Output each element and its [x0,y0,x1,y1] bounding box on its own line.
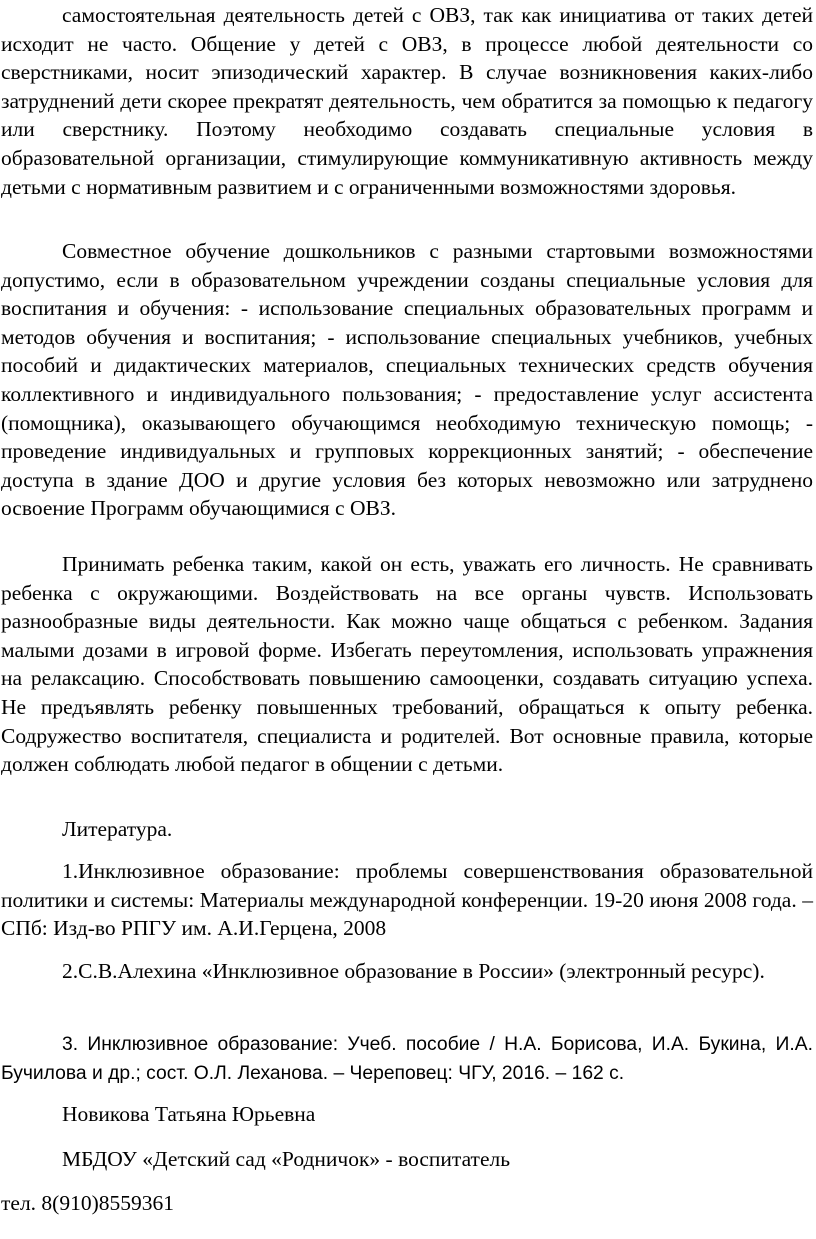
author-position: МБДОУ «Детский сад «Родничок» - воспитатель [62,1147,511,1171]
paragraph-rules: Принимать ребенка таким, какой он есть, уважать его личность. Не сравнивать ребенка с окружающими. Воздействовать на все органы чувств. Использовать разнообразные виды деятельности. Как можно чаще общаться с ребенком. Задания малыми дозами в игровой форме. Избегать переутомления, использовать упражнения на релаксацию. Способствовать повышению самооценки, создавать ситуацию успеха. Не предъявлять ребенку повышенных требований, обращаться к опыту ребенка. Содружество воспитателя, специалиста и родителей. Вот основные правила, которые должен соблюдать любой педагог в общении с детьми. [1,552,813,777]
paragraph-ovz-communication: самостоятельная деятельность детей с ОВЗ, так как инициатива от таких детей исходит не часто. Общение у детей с ОВЗ, в процессе любой деятельности со сверстниками, носит эпизодический характер. В случае возникновения каких-либо затруднений дети скорее прекратят деятельность, чем обратится за помощью к педагогу или сверстнику. Поэтому необходимо создавать специальные условия в образовательной организации, стимулирующие коммуникативную активность между детьми с нормативным развитием и с ограниченными возможностями здоровья. [1,3,813,199]
author-name: Новикова Татьяна Юрьевна [62,1102,316,1126]
reference-item-2: 2.С.В.Алехина «Инклюзивное образование в России» (электронный ресурс). [62,959,765,983]
author-phone: тел. 8(910)8559361 [1,1191,174,1215]
reference-item-3: 3. Инклюзивное образование: Учеб. пособие / Н.А. Борисова, И.А. Букина, И.А. Бучилова и др.; сост. О.Л. Леханова. – Череповец: ЧГУ, 2016. – 162 с. [1,1034,813,1084]
paragraph-joint-education: Совместное обучение дошкольников с разными стартовыми возможностями допустимо, если в образовательном учреждении созданы специальные условия для воспитания и обучения: - использование специальных образовательных программ и методов обучения и воспитания; - использование специальных учебников, учебных пособий и дидактических материалов, специальных технических средств обучения коллективного и индивидуального пользования; - предоставление услуг ассистента (помощника), оказывающего обучающимся необходимую техническую помощь; - проведение индивидуальных и групповых коррекционных занятий; - обеспечение доступа в здание ДОО и другие условия без которых невозможно или затруднено освоение Программ обучающимися с ОВЗ. [1,239,813,521]
references-heading: Литература. [62,817,173,841]
reference-item-1: 1.Инклюзивное образование: проблемы совершенствования образовательной политики и системы: Материалы международной конференции. 19-20 июня 2008 года. – СПб: Изд-во РПГУ им. А.И.Герцена, 2008 [1,859,813,941]
